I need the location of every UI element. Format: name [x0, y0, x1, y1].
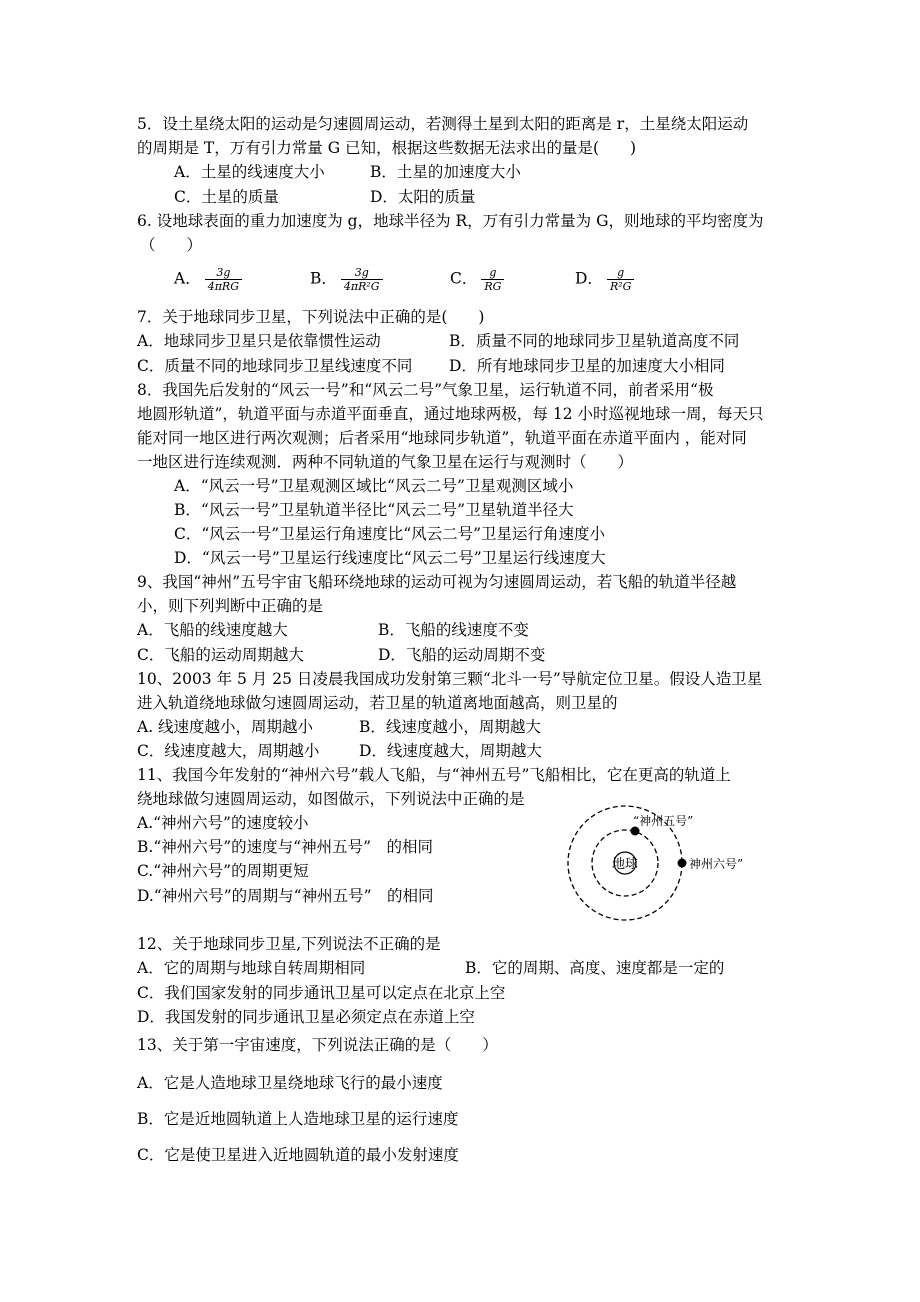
q5-option-a: A．土星的线速度大小 [174, 163, 325, 181]
q12-option-c: C．我们国家发射的同步通讯卫星可以定点在北京上空 [137, 984, 506, 1002]
q5-option-c: C．土星的质量 [174, 188, 279, 206]
q9-option-b: B．飞船的线速度不变 [378, 621, 529, 639]
q8-option-c: C．“风云一号”卫星运行角速度比“风云二号”卫星运行角速度小 [174, 525, 606, 543]
q8-option-b: B．“风云一号”卫星轨道半径比“风云二号”卫星轨道半径大 [174, 501, 574, 519]
q11-stem-line1: 11、我国今年发射的“神州六号”载人飞船，与“神州五号”飞船相比，它在更高的轨道上 [137, 766, 731, 784]
q10-option-c: C．线速度越大，周期越小 [137, 742, 320, 760]
q12-option-a: A．它的周期与地球自转周期相同 [137, 959, 366, 977]
q6-option-d-denominator: R²G [609, 280, 632, 293]
q6-option-c-label: C． [450, 269, 478, 288]
q10-stem-line2: 进入轨道绕地球做匀速圆周运动，若卫星的轨道离地面越高，则卫星的 [137, 694, 618, 712]
q11-option-a: A.“神州六号”的速度较小 [137, 814, 309, 832]
q6-option-b [310, 266, 383, 293]
q6-stem-line2: （ ） [140, 236, 203, 254]
q5-stem-line1: 5．设土星绕太阳的运动是匀速圆周运动，若测得土星到太阳的距离是 r，土星绕太阳运动 [137, 115, 749, 133]
q6-option-a-fraction [205, 266, 242, 293]
q5-stem-line2: 的周期是 T，万有引力常量 G 已知，根据这些数据无法求出的量是( ) [137, 139, 637, 157]
q6-option-c-denominator: RG [484, 280, 502, 293]
q13-option-a: A．它是人造地球卫星绕地球飞行的最小速度 [137, 1074, 443, 1092]
q6-option-a-numerator: 3g [205, 266, 242, 280]
orbit-diagram [560, 795, 770, 930]
shenzhou6-satellite [678, 859, 687, 868]
q5-option-d: D．太阳的质量 [370, 188, 476, 206]
q9-stem-line2: 小，则下列判断中正确的是 [137, 597, 324, 615]
q12-stem: 12、关于地球同步卫星,下列说法不正确的是 [137, 935, 441, 953]
q13-stem: 13、关于第一宇宙速度，下列说法正确的是（ ） [137, 1036, 498, 1054]
q7-stem: 7．关于地球同步卫星，下列说法中正确的是( ) [137, 308, 485, 326]
q6-option-a [174, 266, 242, 293]
q12-option-d: D．我国发射的同步通讯卫星必须定点在赤道上空 [137, 1008, 475, 1026]
q7-option-b: B．质量不同的地球同步卫星轨道高度不同 [449, 332, 740, 350]
q10-stem-line1: 10、2003 年 5 月 25 日凌晨我国成功发射第三颗“北斗一号”导航定位卫星。假设人造卫星 [137, 670, 763, 688]
q6-option-a-denominator: 4πRG [207, 280, 240, 293]
q10-option-d: D．线速度越大，周期越大 [359, 742, 542, 760]
shenzhou6-label: 神州六号” [689, 857, 744, 871]
q6-option-d-numerator: g [607, 266, 634, 280]
earth-label: 地球 [611, 857, 639, 872]
q11-option-d: D.“神州六号”的周期与“神州五号” 的相同 [137, 887, 434, 905]
q7-option-c: C．质量不同的地球同步卫星线速度不同 [137, 357, 413, 375]
q9-stem-line1: 9、我国“神州”五号宇宙飞船环绕地球的运动可视为匀速圆周运动，若飞船的轨道半径越 [137, 573, 737, 591]
q6-option-b-numerator: 3g [341, 266, 383, 280]
q6-option-b-fraction [341, 266, 383, 293]
shenzhou5-label: “神州五号” [633, 814, 694, 828]
q8-stem-line1: 8．我国先后发射的“风云一号”和“风云二号”气象卫星，运行轨道不同，前者采用“极 [137, 381, 714, 399]
q7-option-d: D．所有地球同步卫星的加速度大小相同 [449, 357, 725, 375]
q6-option-d [575, 266, 634, 293]
q8-stem-line4: 一地区进行连续观测．两种不同轨道的气象卫星在运行与观测时（ ） [137, 453, 634, 471]
q6-option-c-fraction [481, 266, 504, 293]
q8-stem-line2: 地圆形轨道”，轨道平面与赤道平面垂直，通过地球两极，每 12 小时巡视地球一周，每天只 [137, 405, 764, 423]
q11-option-b: B.“神州六号”的速度与“神州五号” 的相同 [137, 838, 434, 856]
q8-option-d: D．“风云一号”卫星运行线速度比“风云二号”卫星运行线速度大 [174, 549, 606, 567]
q6-option-b-denominator: 4πR²G [343, 280, 380, 293]
q9-option-d: D．飞船的运动周期不变 [378, 646, 546, 664]
q10-option-a: A. 线速度越小，周期越小 [137, 718, 314, 736]
q11-stem-line2: 绕地球做匀速圆周运动，如图做示，下列说法中正确的是 [137, 790, 525, 808]
q12-option-b: B．它的周期、高度、速度都是一定的 [465, 959, 725, 977]
q9-option-a: A．飞船的线速度越大 [137, 621, 288, 639]
q13-option-b: B．它是近地圆轨道上人造地球卫星的运行速度 [137, 1110, 459, 1128]
q11-option-c: C.“神州六号”的周期更短 [137, 862, 309, 880]
q7-option-a: A．地球同步卫星只是依靠惯性运动 [137, 332, 381, 350]
q10-option-b: B．线速度越小，周期越大 [359, 718, 541, 736]
q6-stem-line1: 6. 设地球表面的重力加速度为 g，地球半径为 R，万有引力常量为 G，则地球的平均密度为 [137, 212, 764, 230]
q8-stem-line3: 能对同一地区进行两次观测；后者采用“地球同步轨道”，轨道平面在赤道平面内 ，能对同 [137, 429, 747, 447]
q6-option-a-label: A． [174, 269, 201, 288]
q8-option-a: A．“风云一号”卫星观测区域比“风云二号”卫星观测区域小 [174, 477, 574, 495]
q9-option-c: C．飞船的运动周期越大 [137, 646, 304, 664]
q6-option-c-numerator: g [481, 266, 504, 280]
q5-option-b: B．土星的加速度大小 [370, 163, 521, 181]
q6-option-d-fraction [607, 266, 634, 293]
q6-option-c [450, 266, 504, 293]
q6-option-d-label: D． [575, 269, 603, 288]
q13-option-c: C．它是使卫星进入近地圆轨道的最小发射速度 [137, 1146, 459, 1164]
q6-option-b-label: B． [310, 269, 337, 288]
